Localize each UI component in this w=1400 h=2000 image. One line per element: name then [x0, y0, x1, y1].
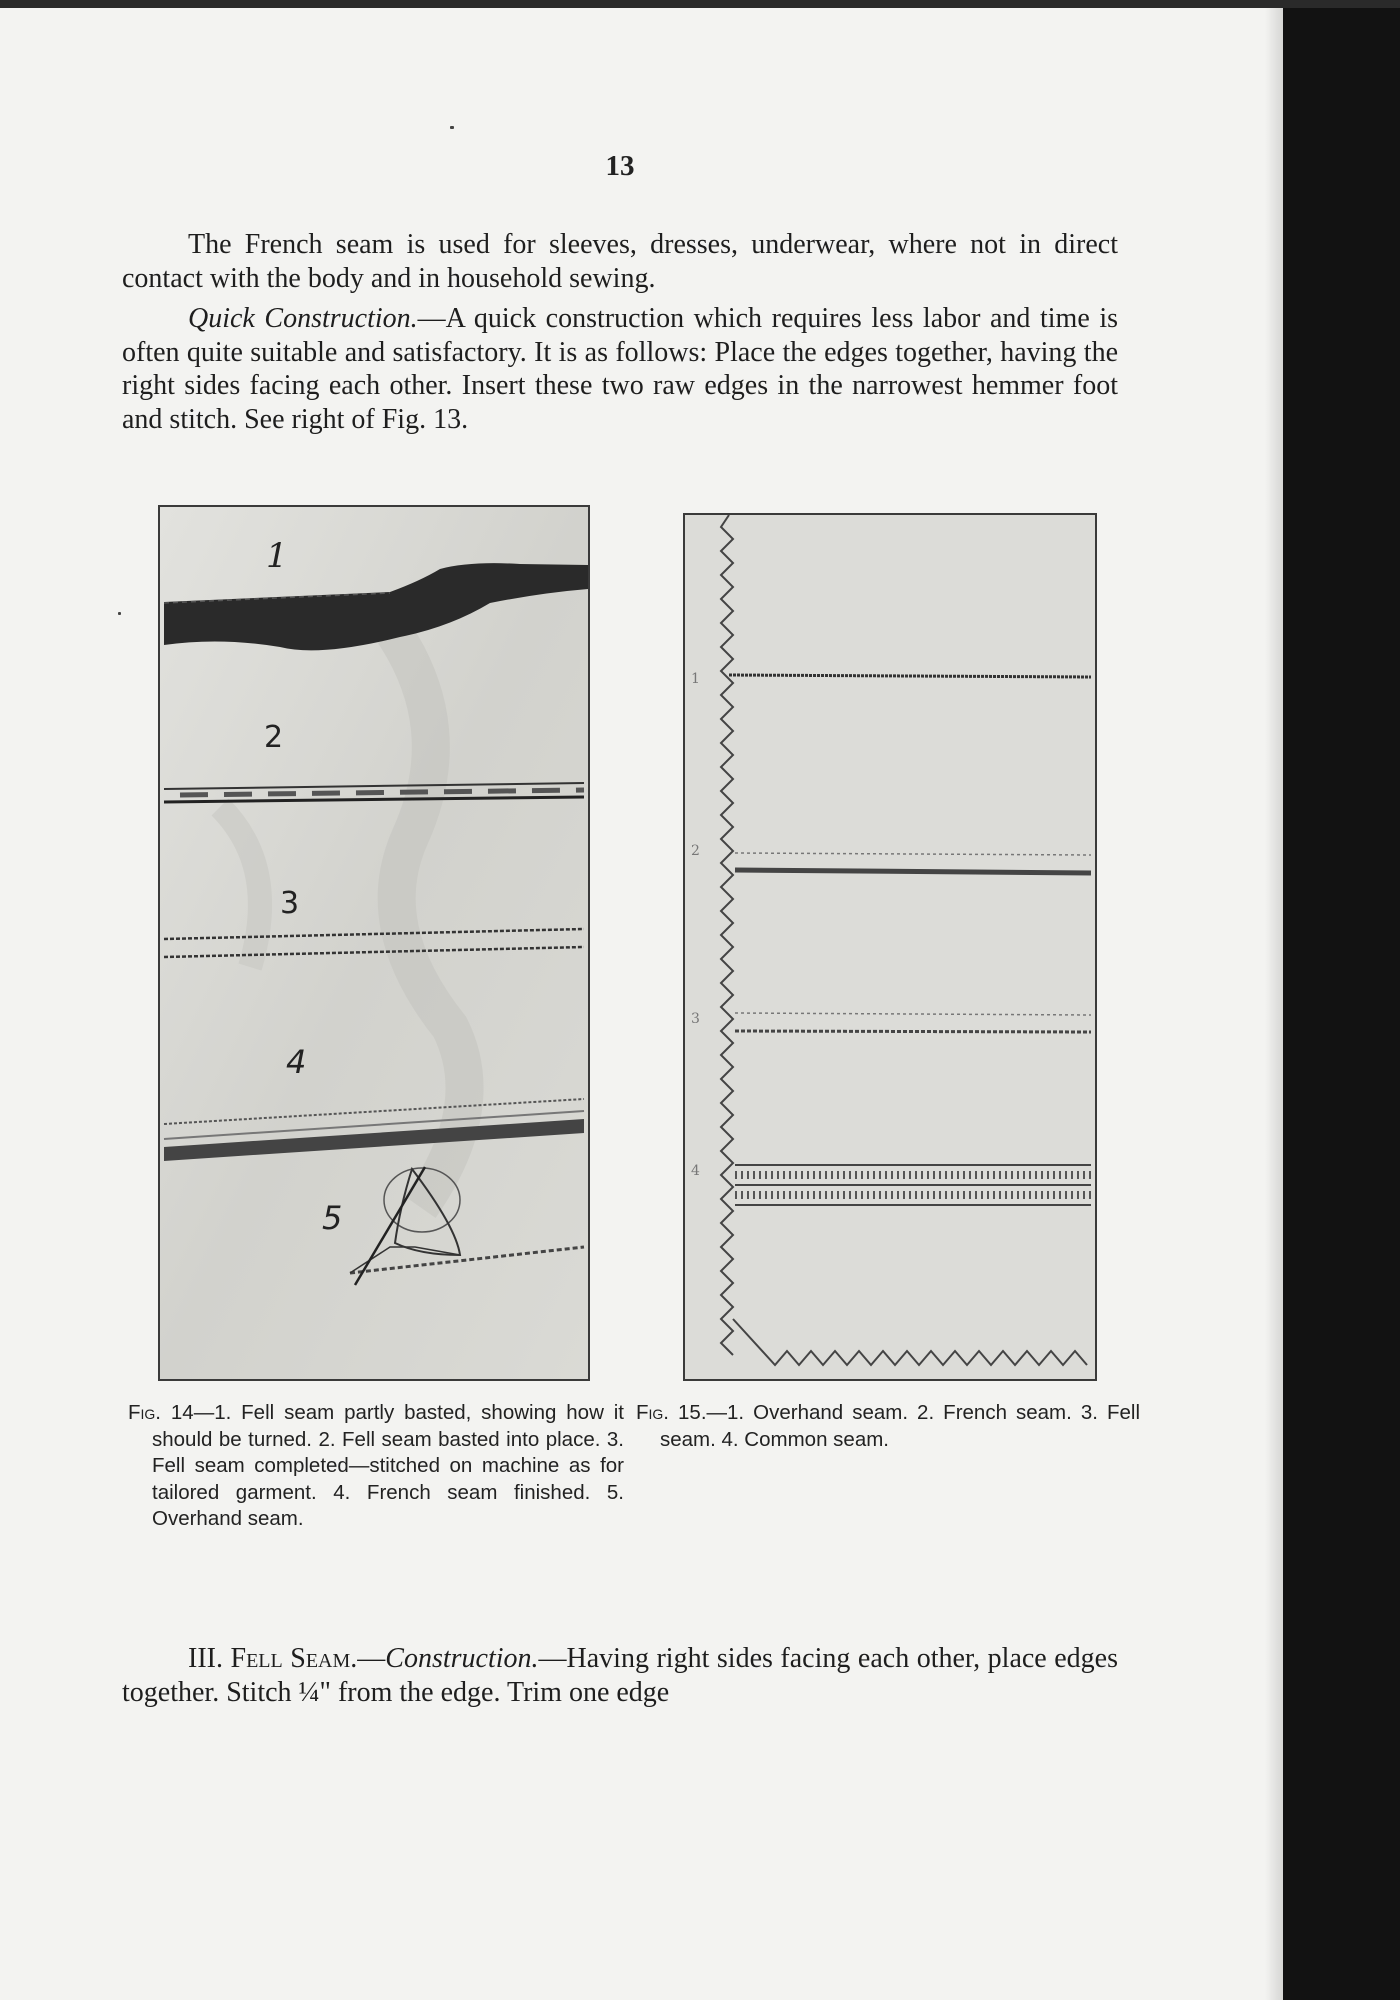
figure-15-caption-label: Fig. 15. [636, 1401, 707, 1424]
figure-15-label-4: 4 [691, 1163, 700, 1179]
figure-14-label-1: 1 [266, 536, 288, 576]
page-number: 13 [605, 150, 635, 182]
figure-14-label-5: 5 [322, 1199, 343, 1237]
construction-subheading: Construction. [385, 1643, 539, 1674]
fell-seam-text: —Having right sides facing each other, place edges together. Stitch ¼" from the edge. Trim one edge [122, 1643, 1119, 1708]
quick-construction-text: —A quick construction which requires less labor and time is often quite suitable and satisfactory. It is as follows: Place the edges together, having the right sides facing each other. Insert these two raw edges in the narrowest hemmer foot and stitch. See right of Fig. 13. [122, 303, 1118, 435]
scan-speck [450, 126, 454, 129]
quick-construction-heading: Quick Construction. [188, 303, 418, 334]
paragraph-french-seam-uses: The French seam is used for sleeves, dresses, underwear, where not in direct contact with the body and in household sewing. [122, 229, 1118, 294]
fell-seam-heading: Fell Seam. [230, 1643, 358, 1674]
paragraph-quick-construction [122, 302, 1118, 436]
heading-dash: — [357, 1643, 386, 1674]
section-roman-numeral: III. [188, 1643, 223, 1674]
figure-15-label-2: 2 [691, 843, 700, 859]
book-page [0, 8, 1283, 2000]
figure-14-label-2: 2 [264, 720, 284, 755]
figure-14-caption [128, 1400, 624, 1533]
figure-15-label-3: 3 [691, 1011, 700, 1027]
figure-15-label-1: 1 [691, 671, 700, 687]
figure-15-caption-text: —1. Overhand seam. 2. French seam. 3. Fell seam. 4. Common seam. [660, 1401, 1140, 1451]
figure-14-label-3: 3 [280, 886, 300, 921]
figure-14-image [158, 505, 590, 1381]
scan-speck [118, 612, 121, 615]
figure-14-caption-label: Fig. 14 [128, 1401, 194, 1424]
figure-14-label-4: 4 [286, 1043, 307, 1081]
figure-15-image [683, 513, 1097, 1381]
figure-15-caption [636, 1400, 1140, 1453]
scan-top-border [0, 0, 1400, 8]
paragraph-fell-seam [122, 1642, 1118, 1709]
figure-14-caption-text: —1. Fell seam partly basted, showing how it should be turned. 2. Fell seam basted into place. 3. Fell seam completed—stitched on machine as for tailored garment. 4. French seam finished. 5. Overhand seam. [152, 1401, 625, 1530]
